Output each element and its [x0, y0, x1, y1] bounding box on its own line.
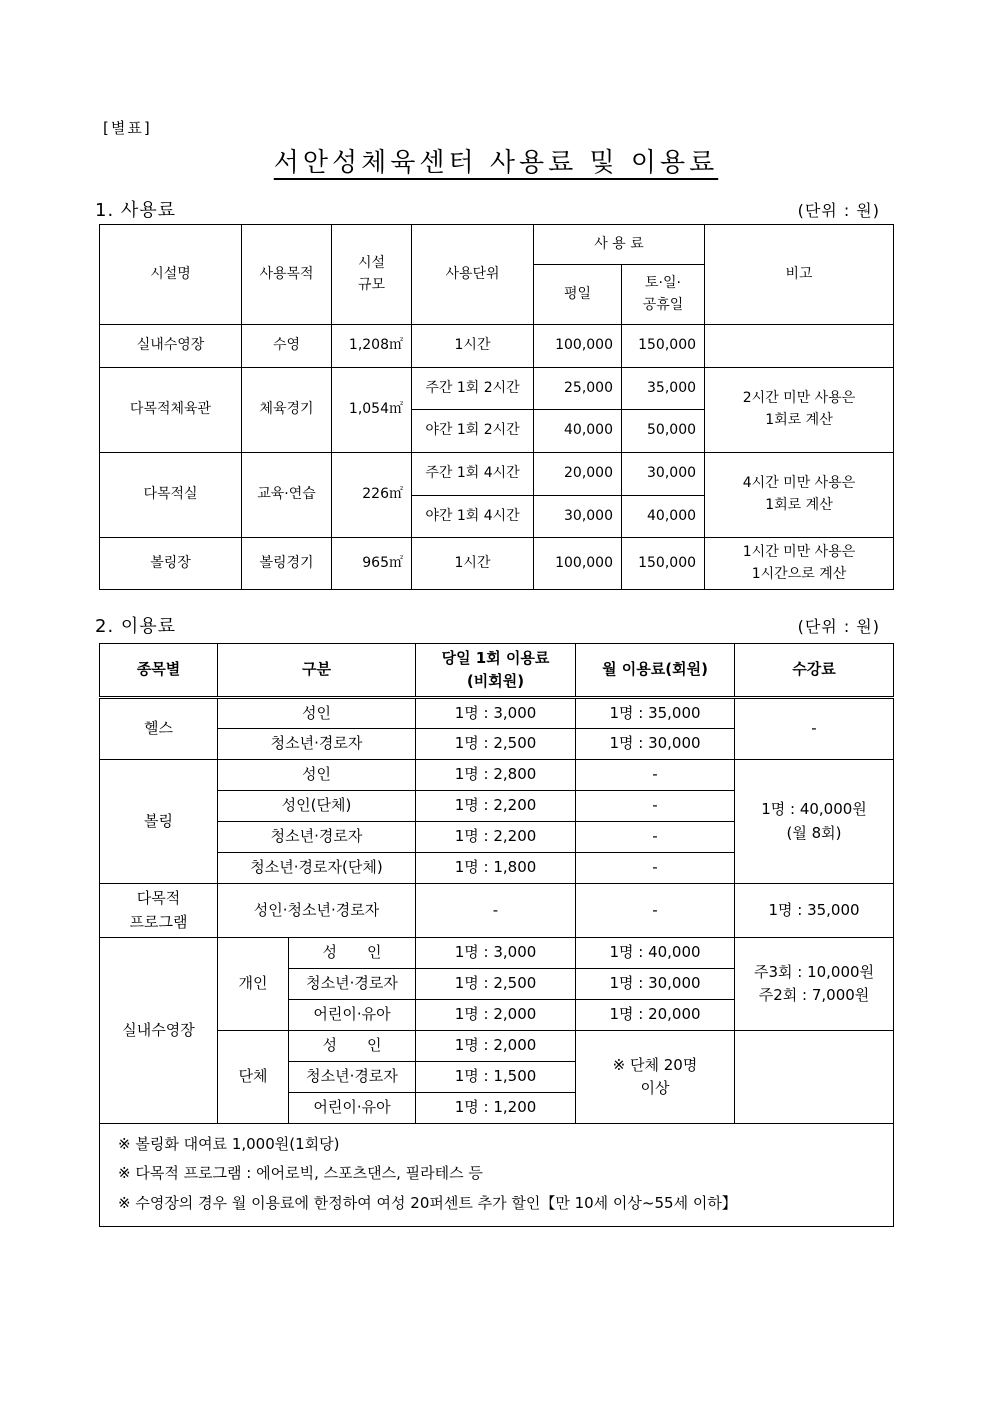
division: 성인	[218, 698, 416, 729]
remarks	[705, 538, 894, 590]
section2-title: 2. 이용료	[95, 616, 177, 637]
monthly-fee: -	[576, 760, 735, 791]
facility-size: 965㎡	[332, 538, 412, 590]
pool-individual: 개인	[218, 938, 289, 1031]
division: 성인(단체)	[218, 791, 416, 822]
col-purpose: 사용목적	[242, 225, 332, 325]
table-row	[100, 538, 894, 590]
facility-name: 다목적체육관	[100, 368, 242, 453]
table-row	[100, 325, 894, 368]
daily-fee: 1명 : 1,200	[416, 1093, 576, 1124]
usage-unit: 1시간	[412, 538, 534, 590]
table-row	[100, 760, 894, 791]
col-weekend	[622, 265, 705, 325]
category-line: 다목적	[136, 889, 181, 908]
monthly-fee: -	[576, 884, 735, 938]
daily-fee: 1명 : 3,000	[416, 938, 576, 969]
col-weekend-top: 토·일·	[645, 274, 681, 291]
notes	[100, 1124, 894, 1227]
tuition	[735, 1031, 894, 1124]
facility-purpose: 수영	[242, 325, 332, 368]
facility-name: 실내수영장	[100, 325, 242, 368]
pool-group: 단체	[218, 1031, 289, 1124]
table-row	[100, 453, 894, 496]
division: 청소년·경로자(단체)	[218, 853, 416, 884]
note: ※ 볼링화 대여료 1,000원(1회당)	[118, 1135, 340, 1153]
category-health: 헬스	[100, 698, 218, 760]
weekday-fee: 40,000	[534, 410, 622, 453]
tuition-line: 1명 : 40,000원	[761, 800, 867, 819]
remarks	[705, 368, 894, 453]
remarks-line: 4시간 미만 사용은	[742, 475, 856, 492]
daily-fee: 1명 : 1,800	[416, 853, 576, 884]
category-pool: 실내수영장	[100, 938, 218, 1124]
weekend-fee: 40,000	[622, 496, 705, 538]
division: 성 인	[289, 938, 416, 969]
tuition	[735, 760, 894, 884]
section2-unit: (단위 : 원)	[797, 617, 880, 636]
col-daily-bottom: (비회원)	[466, 672, 525, 690]
section1-title: 1. 사용료	[95, 200, 177, 221]
col-daily	[416, 644, 576, 698]
category-program	[100, 884, 218, 938]
col-weekday: 평일	[534, 265, 622, 325]
facility-name: 다목적실	[100, 453, 242, 538]
col-category: 종목별	[100, 644, 218, 698]
document-title	[0, 142, 992, 179]
monthly-line: 이상	[640, 1079, 670, 1097]
facility-size: 1,054㎡	[332, 368, 412, 453]
monthly-fee: -	[576, 822, 735, 853]
notes-row	[100, 1124, 894, 1227]
col-daily-top: 당일 1회 이용료	[441, 648, 550, 667]
monthly-fee	[576, 1031, 735, 1124]
weekend-fee: 35,000	[622, 368, 705, 410]
table-row	[100, 938, 894, 969]
note: ※ 다목적 프로그램 : 에어로빅, 스포츠댄스, 필라테스 등	[118, 1164, 483, 1183]
division: 청소년·경로자	[218, 822, 416, 853]
table-row	[100, 884, 894, 938]
weekday-fee: 100,000	[534, 538, 622, 590]
monthly-line: ※ 단체 20명	[612, 1055, 698, 1074]
weekend-fee: 150,000	[622, 538, 705, 590]
monthly-fee: 1명 : 30,000	[576, 729, 735, 760]
weekend-fee: 30,000	[622, 453, 705, 496]
monthly-fee: 1명 : 35,000	[576, 698, 735, 729]
daily-fee: 1명 : 2,200	[416, 791, 576, 822]
remarks-line: 2시간 미만 사용은	[742, 390, 856, 407]
col-division: 구분	[218, 644, 416, 698]
tuition: -	[735, 698, 894, 760]
usage-unit: 1시간	[412, 325, 534, 368]
division: 청소년·경로자	[289, 969, 416, 1000]
table-row	[100, 698, 894, 729]
monthly-fee: -	[576, 853, 735, 884]
table-row	[100, 368, 894, 410]
weekday-fee: 100,000	[534, 325, 622, 368]
tuition-line: (월 8회)	[786, 823, 842, 842]
usage-unit: 주간 1회 4시간	[412, 453, 534, 496]
col-monthly: 월 이용료(회원)	[576, 644, 735, 698]
admission-fee-table	[99, 643, 894, 1227]
tuition-line: 주3회 : 10,000원	[753, 962, 875, 981]
facility-purpose: 체육경기	[242, 368, 332, 453]
monthly-fee: 1명 : 40,000	[576, 938, 735, 969]
division: 청소년·경로자	[289, 1062, 416, 1093]
daily-fee: 1명 : 2,800	[416, 760, 576, 791]
usage-fee-table	[99, 224, 894, 590]
facility-name: 볼링장	[100, 538, 242, 590]
division: 청소년·경로자	[218, 729, 416, 760]
weekday-fee: 30,000	[534, 496, 622, 538]
usage-unit: 야간 1회 2시간	[412, 410, 534, 453]
usage-unit: 주간 1회 2시간	[412, 368, 534, 410]
daily-fee: 1명 : 1,500	[416, 1062, 576, 1093]
facility-size: 1,208㎡	[332, 325, 412, 368]
usage-unit: 야간 1회 4시간	[412, 496, 534, 538]
division: 어린이·유아	[289, 1000, 416, 1031]
category-line: 프로그램	[129, 912, 188, 931]
appendix-tag: [별표]	[103, 119, 152, 137]
tuition-line: 주2회 : 7,000원	[758, 986, 870, 1004]
col-size-top: 시설	[357, 254, 386, 271]
weekday-fee: 20,000	[534, 453, 622, 496]
daily-fee: 1명 : 2,500	[416, 969, 576, 1000]
document-title-text: 서안성체육센터 사용료 및 이용료	[273, 148, 719, 178]
monthly-fee: -	[576, 791, 735, 822]
section1-unit: (단위 : 원)	[797, 201, 880, 220]
remarks-line: 1시간으로 계산	[751, 565, 847, 582]
col-size	[332, 225, 412, 325]
category-bowling: 볼링	[100, 760, 218, 884]
daily-fee: 1명 : 2,000	[416, 1031, 576, 1062]
remarks-line: 1시간 미만 사용은	[742, 543, 856, 560]
monthly-fee: 1명 : 20,000	[576, 1000, 735, 1031]
daily-fee: 1명 : 3,000	[416, 698, 576, 729]
col-weekend-bottom: 공휴일	[642, 296, 684, 313]
remarks	[705, 325, 894, 368]
division: 성 인	[289, 1031, 416, 1062]
col-tuition: 수강료	[735, 644, 894, 698]
remarks	[705, 453, 894, 538]
note: ※ 수영장의 경우 월 이용료에 한정하여 여성 20퍼센트 추가 할인【만 10세 이상~55세 이하】	[118, 1193, 737, 1212]
weekday-fee: 25,000	[534, 368, 622, 410]
monthly-fee: 1명 : 30,000	[576, 969, 735, 1000]
remarks-line: 1회로 계산	[765, 497, 833, 513]
tuition	[735, 938, 894, 1031]
division: 어린이·유아	[289, 1093, 416, 1124]
col-remarks: 비고	[705, 225, 894, 325]
daily-fee: 1명 : 2,200	[416, 822, 576, 853]
division: 성인	[218, 760, 416, 791]
table-row	[100, 1031, 894, 1062]
facility-purpose: 볼링경기	[242, 538, 332, 590]
facility-size: 226㎡	[332, 453, 412, 538]
weekend-fee: 150,000	[622, 325, 705, 368]
col-size-bottom: 규모	[357, 276, 386, 293]
daily-fee: -	[416, 884, 576, 938]
tuition: 1명 : 35,000	[735, 884, 894, 938]
col-fee: 사 용 료	[534, 225, 705, 265]
division: 성인·청소년·경로자	[218, 884, 416, 938]
facility-purpose: 교육·연습	[242, 453, 332, 538]
col-facility: 시설명	[100, 225, 242, 325]
daily-fee: 1명 : 2,000	[416, 1000, 576, 1031]
col-unit: 사용단위	[412, 225, 534, 325]
remarks-line: 1회로 계산	[765, 412, 833, 428]
daily-fee: 1명 : 2,500	[416, 729, 576, 760]
weekend-fee: 50,000	[622, 410, 705, 453]
